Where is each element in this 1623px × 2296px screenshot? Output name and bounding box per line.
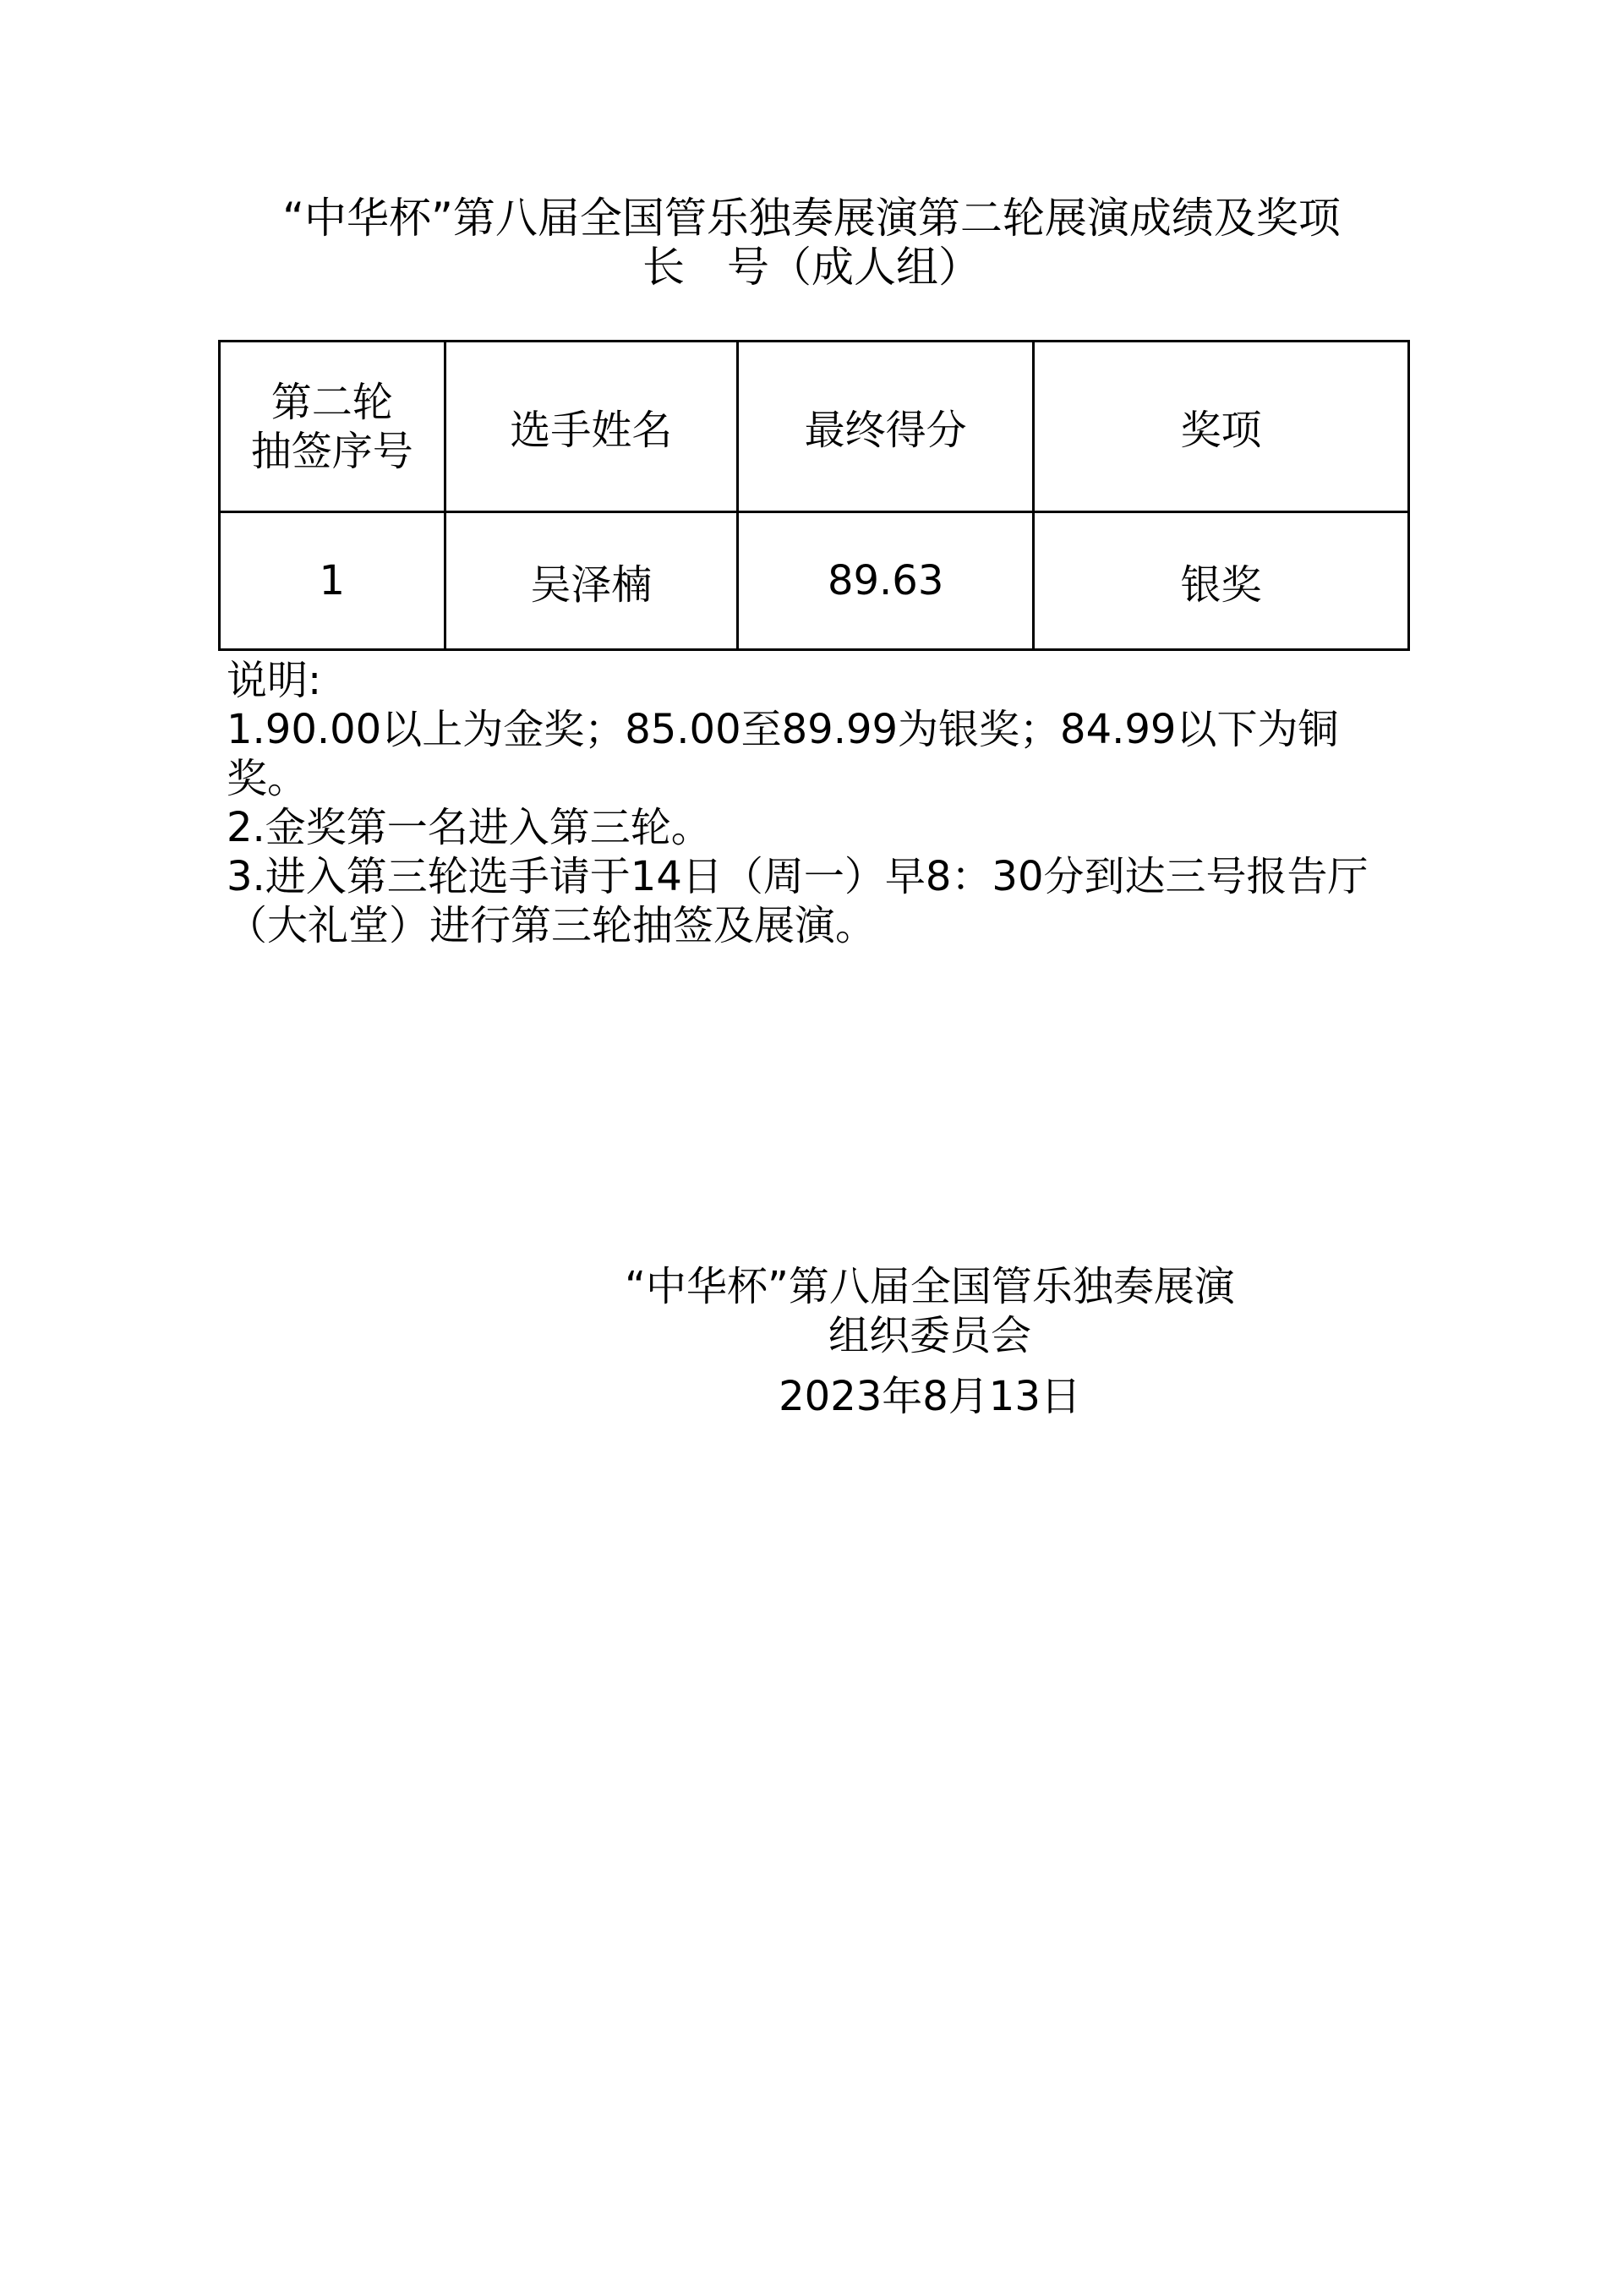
signature-organization: “中华杯”第八届全国管乐独奏展演 <box>625 1263 1235 1310</box>
results-table <box>218 340 1410 651</box>
cell-contestant-name: 吴泽楠 <box>445 512 738 650</box>
signature-committee: 组织委员会 <box>828 1312 1031 1359</box>
notes-heading: 说明: <box>227 657 322 704</box>
cell-award: 银奖 <box>1034 512 1409 650</box>
cell-draw-number: 1 <box>220 512 445 650</box>
document-subtitle: 长 号（成人组） <box>642 243 981 292</box>
note-item-3: 3.进入第三轮选手请于14日（周一）早8：30分到达三号报告厅（大礼堂）进行第三轮抽签及展演。 <box>227 853 1369 949</box>
header-award: 奖项 <box>1034 342 1409 512</box>
note-item-2: 2.金奖第一名进入第三轮。 <box>227 804 712 851</box>
header-draw-number-line2: 抽签序号 <box>250 427 413 475</box>
notes-section <box>227 656 1393 950</box>
header-draw-number <box>220 342 445 512</box>
header-draw-number-line1: 第二轮 <box>270 378 393 426</box>
header-final-score: 最终得分 <box>738 342 1034 512</box>
note-item-1: 1.90.00以上为金奖；85.00至89.99为银奖；84.99以下为铜奖。 <box>227 706 1339 802</box>
header-contestant-name: 选手姓名 <box>445 342 738 512</box>
signature-date: 2023年8月13日 <box>779 1373 1081 1420</box>
document-title: “中华杯”第八届全国管乐独奏展演第二轮展演成绩及奖项 <box>282 194 1341 243</box>
table-row <box>220 512 1409 650</box>
cell-final-score: 89.63 <box>738 512 1034 650</box>
table-header-row <box>220 342 1409 512</box>
